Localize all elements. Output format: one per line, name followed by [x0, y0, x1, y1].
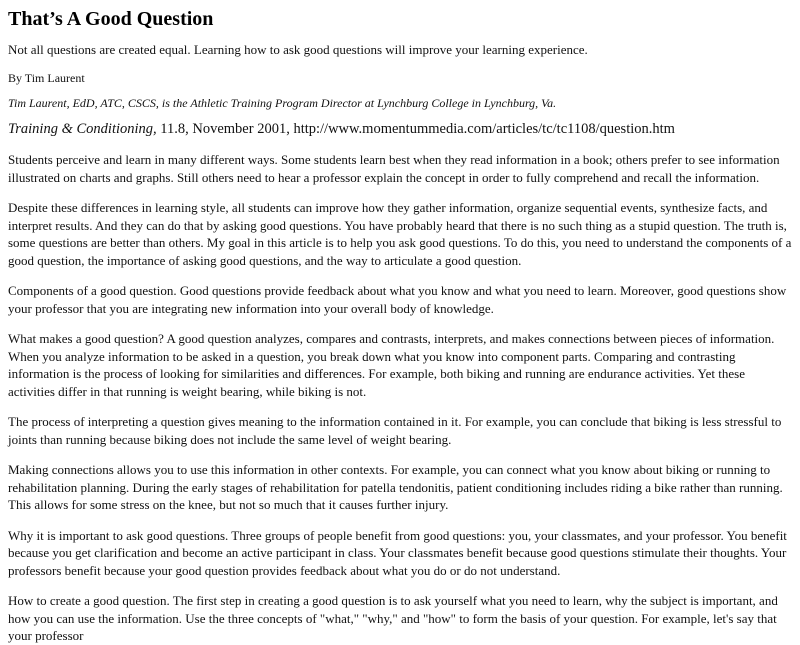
article-paragraph-7: Why it is important to ask good questions. Three groups of people benefit from good questions: you, your classmates, and your professor. You benefit because you get clarification and become an active participant in class. Your classmates benefit because good questions stimulate their thoughts. Your professors benefit because your good question provides feedback about what you do or do not understand. — [8, 527, 787, 578]
article-paragraph-1: Students perceive and learn in many different ways. Some students learn best when they read information in a book; others prefer to see information illustrated on charts and graphs. Still others need to hear a professor explain the concept in order to fully comprehend and recall the information. — [8, 152, 780, 185]
page-title: That’s A Good Question — [8, 8, 214, 30]
citation-details: 11.8, November 2001, http://www.momentummedia.com/articles/tc/tc1108/question.htm — [156, 120, 675, 137]
article-citation — [8, 120, 792, 140]
citation-journal-title: Training & Conditioning, — [8, 120, 157, 137]
article-subtitle: Not all questions are created equal. Learning how to ask good questions will improve your learning experience. — [8, 42, 588, 57]
article-paragraph-6: Making connections allows you to use this information in other contexts. For example, you can connect what you know about biking or running to rehabilitation planning. During the early stages of rehabilitation for patella tendonitis, patient conditioning includes riding a bike rather than running. This allows for some stress on the knee, but not so much that it causes further injury. — [8, 462, 783, 513]
article-paragraph-3: Components of a good question. Good questions provide feedback about what you know and what you need to learn. Moreover, good questions show your professor that you are integrating new information into your overall body of knowledge. — [8, 283, 787, 316]
article-byline: By Tim Laurent — [8, 70, 85, 85]
article-paragraph-2: Despite these differences in learning style, all students can improve how they gather information, organize sequential events, synthesize facts, and interpret results. And they can do that by asking good questions. You have probably heard that there is no such thing as a stupid question. The truth is, some questions are better than others. My goal in this article is to help you ask good questions. To do this, you need to understand the components of a good question, the importance of asking good questions, and the way to articulate a good question. — [8, 200, 792, 268]
article-paragraph-4: What makes a good question? A good question analyzes, compares and contrasts, interprets, and makes connections between pieces of information. When you analyze information to be asked in a question, you break down what you know into component parts. Comparing and contrasting information is the process of looking for similarities and differences. For example, both biking and running are endurance activities. Yet these activities differ in that running is weight bearing, while biking is not. — [8, 331, 775, 399]
article-paragraph-5: The process of interpreting a question gives meaning to the information contained in it. For example, you can conclude that biking is less stressful to joints than running because biking does not include the same level of weight bearing. — [8, 414, 782, 447]
article-paragraph-8: How to create a good question. The first step in creating a good question is to ask yourself what you need to learn, why the subject is important, and how you can use the information. Use the three concepts of "what," "why," and "how" to form the basis of your question. For example, let's say that your professor — [8, 593, 778, 644]
author-bio: Tim Laurent, EdD, ATC, CSCS, is the Athletic Training Program Director at Lynchburg College in Lynchburg, Va. — [8, 95, 557, 110]
